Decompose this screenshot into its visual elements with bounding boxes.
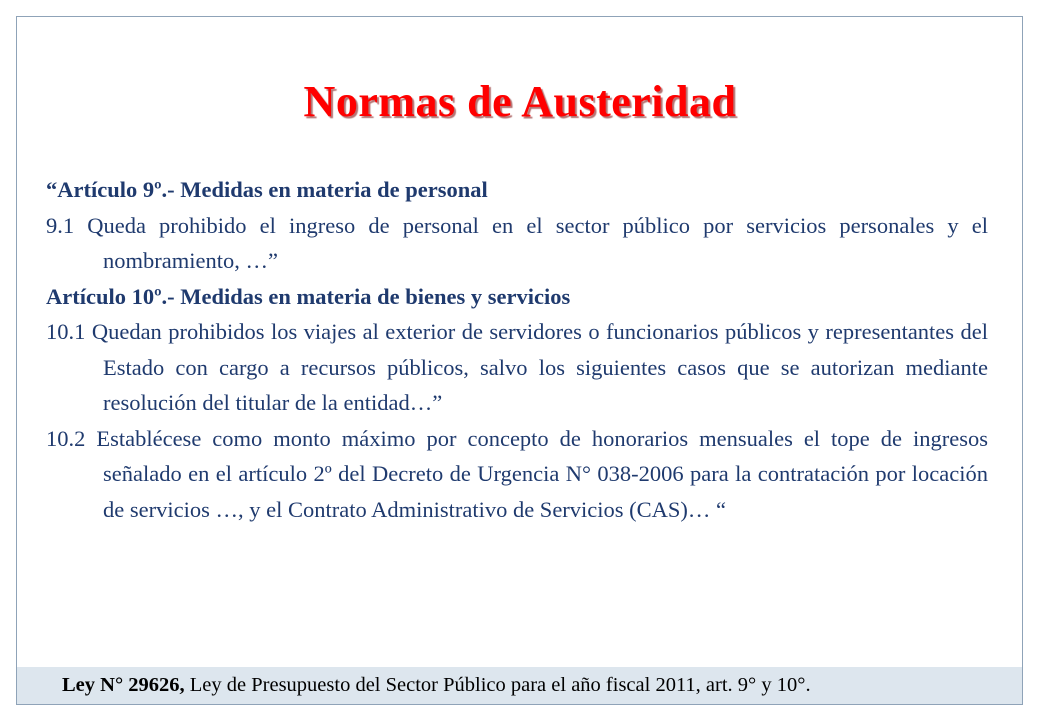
article-10-item-2: 10.2 Establécese como monto máximo por concepto de honorarios mensuales el tope de ingresos señalado en el artículo 2º del Decreto de Urgencia N° 038-2006 para la contratación por locación de servicios …, y el Contrato Administrativo de Servicios (CAS)… “ [46,425,988,522]
article-9-item-1: 9.1 Queda prohibido el ingreso de personal en el sector público por servicios personales y el nombramiento, …” [46,212,988,273]
footer-law-number: Ley N° 29626, [62,674,185,696]
footer-law-description: Ley de Presupuesto del Sector Público para el año fiscal 2011, art. 9° y 10°. [184,674,811,696]
article-10-item-1: 10.1 Quedan prohibidos los viajes al exterior de servidores o funcionarios públicos y representantes del Estado con cargo a recursos públicos, salvo los siguientes casos que se autorizan mediante resolución del titular de la entidad…” [46,319,988,415]
footer-citation [17,667,1022,704]
page-title: Normas de Austeridad [303,77,737,126]
article-9-heading: “Artículo 9º.- Medidas en materia de personal [46,177,488,202]
document-body [46,172,988,527]
article-10-heading: Artículo 10º.- Medidas en materia de bienes y servicios [46,283,571,309]
